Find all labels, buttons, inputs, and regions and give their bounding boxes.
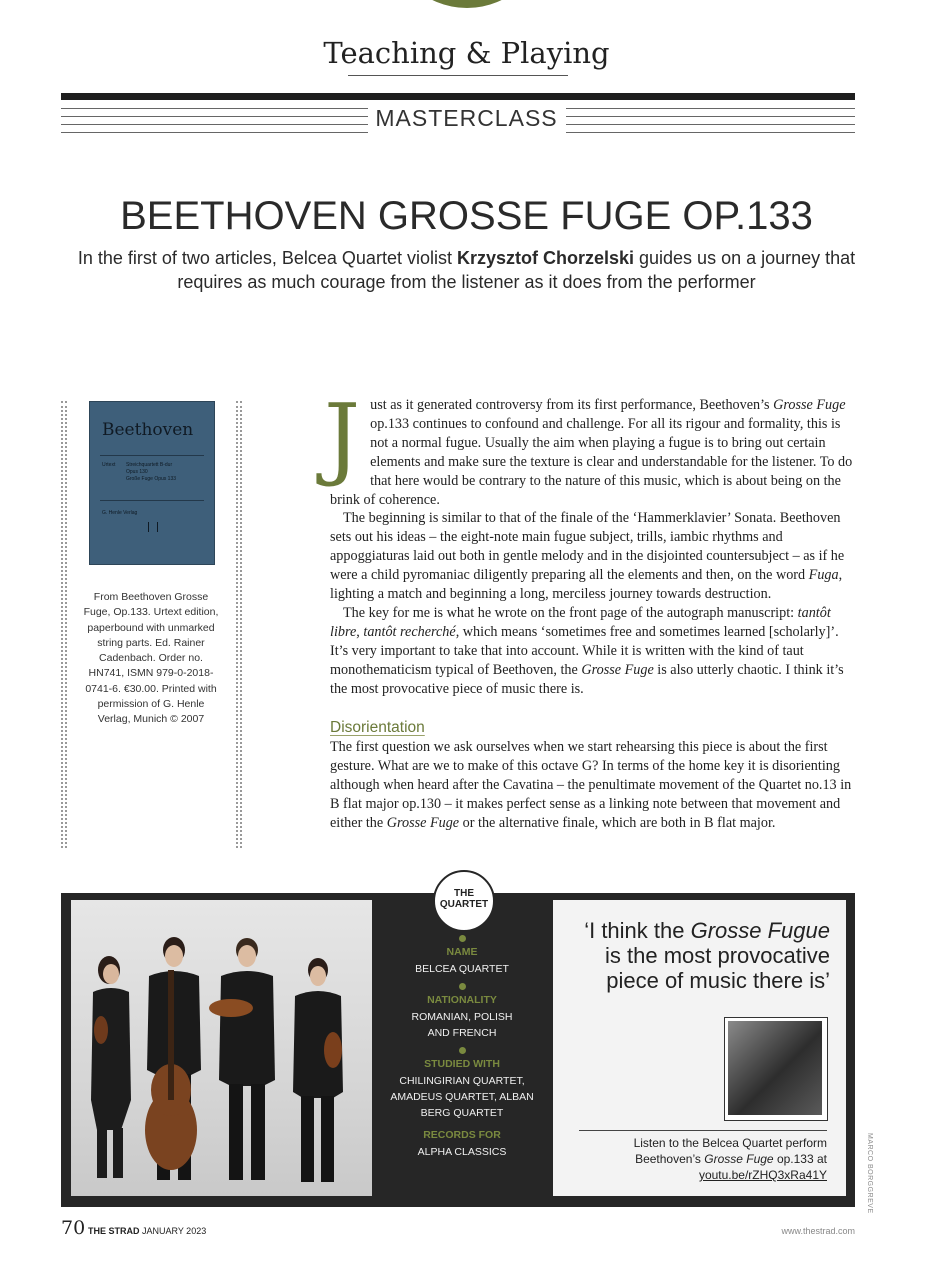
text: , — [356, 623, 364, 640]
info-label: NATIONALITY — [427, 994, 497, 1006]
cover-line: Große Fuge Opus 133 — [126, 476, 177, 482]
page-number: 70 — [61, 1217, 86, 1239]
standfirst-text: In the first of two articles, Belcea Quartet violist — [77, 248, 457, 268]
the-quartet-badge — [433, 870, 495, 932]
bullet-dot-icon — [459, 983, 466, 990]
article-standfirst — [70, 246, 863, 294]
publisher-logo-icon — [148, 522, 158, 532]
italic-text: Grosse Fuge — [773, 397, 846, 413]
text: ust as it generated controversy from its first performance, Beethoven’s — [370, 397, 774, 413]
section-underline — [348, 75, 568, 76]
text: is the most provocative piece of music there is’ — [605, 943, 830, 993]
standfirst-text: guides us on a journey that requires as much courage from the listener as it does from the performer — [177, 248, 856, 292]
drop-cap: J — [324, 385, 361, 490]
italic-text: Grosse Fugue — [690, 918, 830, 943]
italic-text: tantôt recherché — [363, 623, 456, 640]
score-cover-image — [89, 401, 215, 565]
cover-rule — [100, 455, 204, 456]
info-value: CHILINGIRIAN QUARTET, AMADEUS QUARTET, ALBAN BERG QUARTET — [390, 1075, 534, 1119]
info-item-name — [383, 935, 541, 977]
issue-date: JANUARY 2023 — [139, 1226, 207, 1236]
website-url: www.thestrad.com — [781, 1226, 855, 1236]
badge-line: QUARTET — [439, 899, 489, 910]
info-value: BELCEA QUARTET — [415, 963, 509, 975]
text: ‘I think the — [584, 918, 691, 943]
info-value: ALPHA CLASSICS — [417, 1146, 507, 1158]
cover-line: Opus 130 — [126, 469, 148, 475]
text: The key for me is what he wrote on the front page of the autograph manuscript: — [343, 604, 798, 621]
youtube-link[interactable]: youtu.be/rZHQ3xRa41Y — [698, 1168, 827, 1182]
article-headline: BEETHOVEN GROSSE FUGE OP.133 — [120, 194, 813, 238]
cover-line: Streichquartett B-dur — [126, 462, 173, 468]
text: is also utterly chaotic. I think it’s the most provocative piece of music there is. — [330, 661, 844, 697]
sidebar-dotted-border — [236, 401, 238, 848]
info-label: STUDIED WITH — [424, 1058, 500, 1070]
badge-line: THE — [454, 888, 474, 899]
quartet-info-list — [383, 935, 541, 1166]
sidebar-dotted-border — [65, 401, 67, 848]
cover-urtext: Urtext — [102, 462, 116, 468]
text: or the alternative finale, which are both in B flat major. — [459, 815, 776, 832]
paragraph — [330, 604, 856, 699]
sidebar-dotted-border — [240, 401, 242, 848]
album-art — [728, 1021, 822, 1115]
magazine-name: THE STRAD — [88, 1226, 140, 1236]
italic-text: tantôt libre — [330, 604, 831, 640]
album-cover-image — [724, 1017, 828, 1121]
paragraph — [330, 738, 856, 833]
info-item-studied-with — [383, 1047, 541, 1121]
info-label: RECORDS FOR — [423, 1129, 501, 1141]
bullet-dot-icon — [459, 1047, 466, 1054]
text: , lighting a match and beginning a long, merciless journey towards destruction. — [330, 567, 843, 603]
text: , which means ‘sometimes free and sometimes learned [scholarly]’. It’s very important to take that into account. While it is written with the kind of taut monothematicism typical of Beethoven, the — [330, 623, 839, 678]
text: op.133 continues to confound and challenge. For all its rigour and formality, this is not a normal fugue. Usually the aim when playing a fugue is to bring out certain elements and make sure the texture is clear and understandable for the listener. To do that here would be contrary to the nature of this music, which is about being on the brink of coherence. — [330, 415, 853, 508]
info-item-nationality — [383, 983, 541, 1041]
text: op.133 at — [773, 1152, 827, 1166]
section-title: Teaching & Playing — [323, 36, 610, 70]
text: The beginning is similar to that of the finale of the ‘Hammerklavier’ Sonata. Beethoven sets out his ideas – the eight-note main fugue subject, trills, iambic rhythms and appoggiaturas laid out both in gentle melody and in the disjointed countersubject – as if he were a child pyromaniac diligently preparing all the elements and then, on the word — [330, 510, 845, 584]
subheading: Disorientation — [330, 718, 425, 736]
article-body — [324, 385, 856, 833]
quote-divider — [579, 1130, 827, 1131]
italic-text: Grosse Fuge — [386, 815, 460, 832]
cover-title: Beethoven — [102, 420, 194, 440]
italic-text: Grosse Fuge — [581, 661, 654, 678]
cover-publisher: G. Henle Verlag — [102, 510, 138, 516]
header-thick-rule — [61, 93, 855, 100]
italic-text: Fuga — [808, 567, 839, 584]
cover-rule — [100, 500, 204, 501]
pull-quote — [580, 918, 830, 993]
text: Listen to the Belcea Quartet perform Beethoven’s — [633, 1136, 827, 1166]
magazine-issue — [88, 1226, 206, 1236]
category-label: MASTERCLASS — [375, 105, 558, 131]
info-item-records-for — [383, 1129, 541, 1160]
text: The first question we ask ourselves when we start rehearsing this piece is about the first gesture. What are we to make of this octave G? In terms of the home key it is disorienting although when heard after the Cavatina – the penultimate movement of the Quartet no.13 in B flat major op.130 – it makes perfect sense as a linking note between that movement and either the — [330, 739, 852, 832]
bullet-dot-icon — [459, 935, 466, 942]
quartet-photo — [71, 900, 372, 1196]
quartet-photo-illustration — [71, 900, 372, 1196]
listen-note — [579, 1135, 827, 1183]
cover-caption: From Beethoven Grosse Fuge, Op.133. Urtext edition, paperbound with unmarked string parts. Ed. Rainer Cadenbach. Order no. HN741, ISMN 979-0-2018-0741-6. €30.00. Printed with permission of G. Henle Verlag, Munich © 2007 — [83, 591, 219, 726]
sidebar-dotted-border — [61, 401, 63, 848]
author-name: Krzysztof Chorzelski — [456, 248, 635, 268]
info-value: ROMANIAN, POLISH AND FRENCH — [411, 1011, 513, 1039]
photo-credit: MARCO BORGGREVE — [866, 1133, 873, 1214]
italic-text: Grosse Fuge — [704, 1152, 774, 1166]
paragraph — [330, 509, 856, 604]
paragraph — [324, 385, 856, 509]
header-circle-decoration — [388, 0, 546, 8]
info-label: NAME — [446, 946, 478, 958]
